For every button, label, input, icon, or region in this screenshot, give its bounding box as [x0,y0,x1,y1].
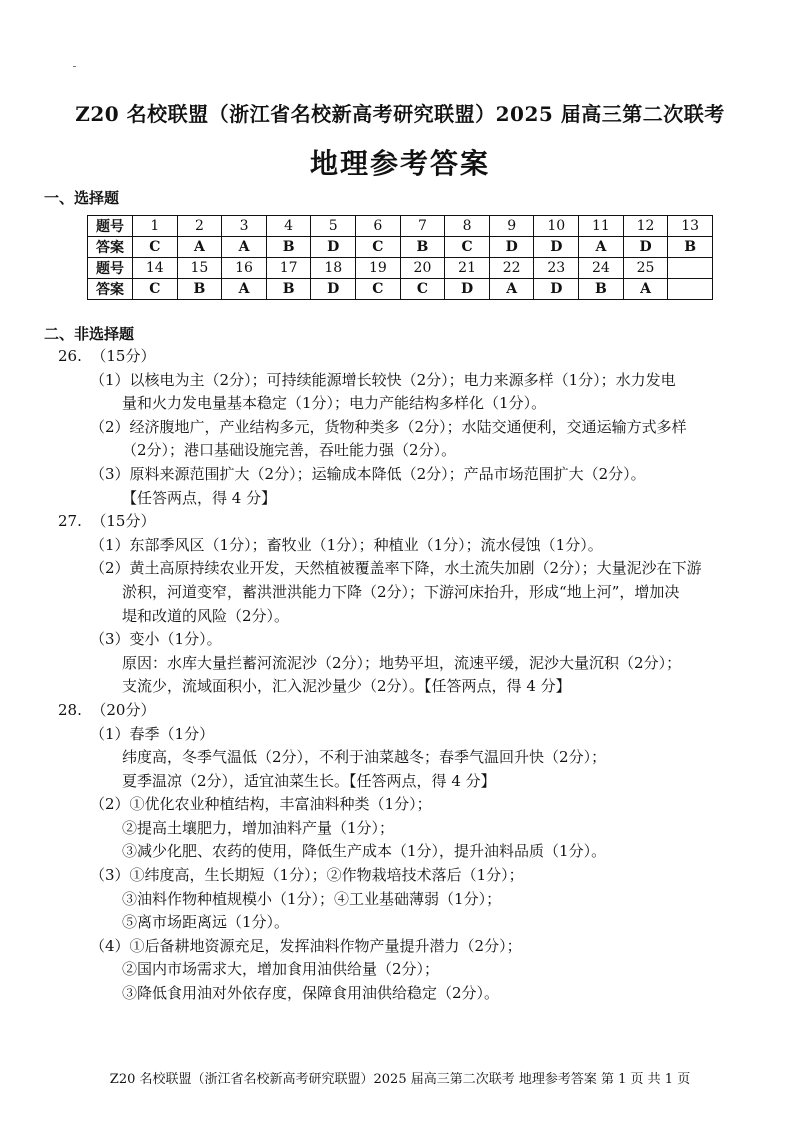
q28-part3-line1: （3）①纬度高，生长期短（1分）；②作物栽培技术落后（1分）； [90,866,524,885]
question-number-cell: 22 [489,258,534,279]
question-number-cell: 3 [222,216,267,237]
answer-cell: A [489,279,534,300]
question-number-cell: 23 [534,258,579,279]
answer-cell: D [534,237,579,258]
question-27-header: 27. （15分） [58,512,156,531]
answer-cell: C [133,279,178,300]
q26-part3-note: 【任答两点，得 4 分】 [122,488,277,507]
q26-part1-line2: 量和火力发电量基本稳定（1分）；电力产能结构多样化（1分）。 [122,394,547,413]
q26-part2-line2: （2分）；港口基础设施完善，吞吐能力强（2分）。 [122,441,457,460]
answer-cell: C [400,279,445,300]
question-number-cell: 24 [579,258,624,279]
answer-cell: D [445,279,490,300]
answer-cell: B [400,237,445,258]
q28-part3-line2: ③油料作物种植规模小（1分）；④工业基础薄弱（1分）； [122,889,502,908]
q27-part2-line3: 堤和改道的风险（2分）。 [122,606,290,625]
q28-part2-line2: ②提高土壤肥力，增加油料产量（1分）； [122,818,395,837]
question-number-cell: 5 [311,216,356,237]
answer-row [88,237,713,258]
answer-cell: C [445,237,490,258]
answer-cell: B [266,279,311,300]
answer-cell: A [579,237,624,258]
question-number-row [88,258,713,279]
question-number-cell: 10 [534,216,579,237]
q28-part1-line2: 纬度高，冬季气温低（2分），不利于油菜越冬；春季气温回升快（2分）； [122,748,607,767]
answer-cell: B [668,237,713,258]
q28-part1-line1: （1）春季（1分） [90,724,215,743]
question-number-cell: 19 [356,258,401,279]
question-26-header: 26. （15分） [58,347,156,365]
q27-part3-line2: 原因：水库大量拦蓄河流泥沙（2分）；地势平坦，流速平缓，泥沙大量沉积（2分）； [122,653,682,672]
row-label-answer: 答案 [88,279,133,300]
question-number-cell: 2 [177,216,222,237]
question-number-cell [668,258,713,279]
answer-cell: B [579,279,624,300]
q28-part1-line3: 夏季温凉（2分），适宜油菜生长。【任答两点，得 4 分】 [122,771,496,790]
answer-cell: A [222,279,267,300]
exam-title: Z20 名校联盟（浙江省名校新高考研究联盟）2025 届高三第二次联考 [75,102,725,126]
q28-part4-line2: ②国内市场需求大，增加食用油供给量（2分）； [122,960,440,979]
page-footer: Z20 名校联盟（浙江省名校新高考研究联盟）2025 届高三第二次联考 地理参考答案 第 1 页 共 1 页 [109,1072,691,1087]
scan-artifact [73,66,76,67]
q28-part2-line3: ③减少化肥、农药的使用，降低生产成本（1分），提升油料品质（1分）。 [122,842,607,861]
question-number-cell: 16 [222,258,267,279]
answer-content [58,345,778,1006]
question-number-cell: 11 [579,216,624,237]
answer-cell: D [311,237,356,258]
question-number-cell: 4 [266,216,311,237]
answer-cell: D [489,237,534,258]
row-label-answer: 答案 [88,237,133,258]
answer-cell: C [356,279,401,300]
q28-part4-line3: ③降低食用油对外依存度，保障食用油供给稳定（2分）。 [122,984,500,1003]
question-number-cell: 8 [445,216,490,237]
q27-part1: （1）东部季风区（1分）；畜牧业（1分）；种植业（1分）；流水侵蚀（1分）。 [90,535,603,554]
answer-cell: A [177,237,222,258]
page-title: 地理参考答案 [309,147,490,180]
q27-part2-line1: （2）黄土高原持续农业开发，天然植被覆盖率下降，水土流失加剧（2分）；大量泥沙在下游 [90,559,702,578]
question-number-row [88,216,713,237]
question-number-cell: 9 [489,216,534,237]
q27-part2-line2: 淤积，河道变窄，蓄洪泄洪能力下降（2分）；下游河床抬升，形成“地上河”，增加决 [122,582,680,601]
answer-cell: D [534,279,579,300]
answer-row [88,279,713,300]
row-label-question-number: 题号 [88,258,133,279]
answer-cell: A [623,279,668,300]
question-number-cell: 17 [266,258,311,279]
q27-part3-line3: 支流少，流域面积小，汇入泥沙量少（2分）。【任答两点，得 4 分】 [122,677,571,696]
question-number-cell: 25 [623,258,668,279]
q26-part2-line1: （2）经济腹地广，产业结构多元，货物种类多（2分）；水陆交通便利，交通运输方式多样 [90,417,687,436]
answer-cell: B [266,237,311,258]
section-heading-nonchoice: 二、非选择题 [44,325,135,343]
answer-cell: C [356,237,401,258]
question-number-cell: 20 [400,258,445,279]
q26-part3-line1: （3）原料来源范围扩大（2分）；运输成本降低（2分）；产品市场范围扩大（2分）。 [90,464,646,483]
question-number-cell: 12 [623,216,668,237]
answer-table [87,215,713,300]
question-number-cell: 13 [668,216,713,237]
question-number-cell: 7 [400,216,445,237]
answer-cell: B [177,279,222,300]
question-number-cell: 21 [445,258,490,279]
question-number-cell: 6 [356,216,401,237]
answer-cell: D [623,237,668,258]
section-heading-choice: 一、选择题 [44,189,120,207]
answer-cell: C [133,237,178,258]
answer-cell [668,279,713,300]
q28-part4-line1: （4）①后备耕地资源充足，发挥油料作物产量提升潜力（2分）； [90,936,522,955]
q27-part3-line1: （3）变小（1分）。 [90,630,222,649]
question-number-cell: 1 [133,216,178,237]
question-number-cell: 18 [311,258,356,279]
question-number-cell: 15 [177,258,222,279]
answer-cell: A [222,237,267,258]
q28-part3-line3: ⑤离市场距离远（1分）。 [122,913,290,932]
q28-part2-line1: （2）①优化农业种植结构，丰富油料种类（1分）； [90,795,432,814]
row-label-question-number: 题号 [88,216,133,237]
answer-cell: D [311,279,356,300]
q26-part1-line1: （1）以核电为主（2分）；可持续能源增长较快（2分）；电力来源多样（1分）；水力发电 [90,370,676,389]
question-28-header: 28. （20分） [58,700,156,719]
question-number-cell: 14 [133,258,178,279]
